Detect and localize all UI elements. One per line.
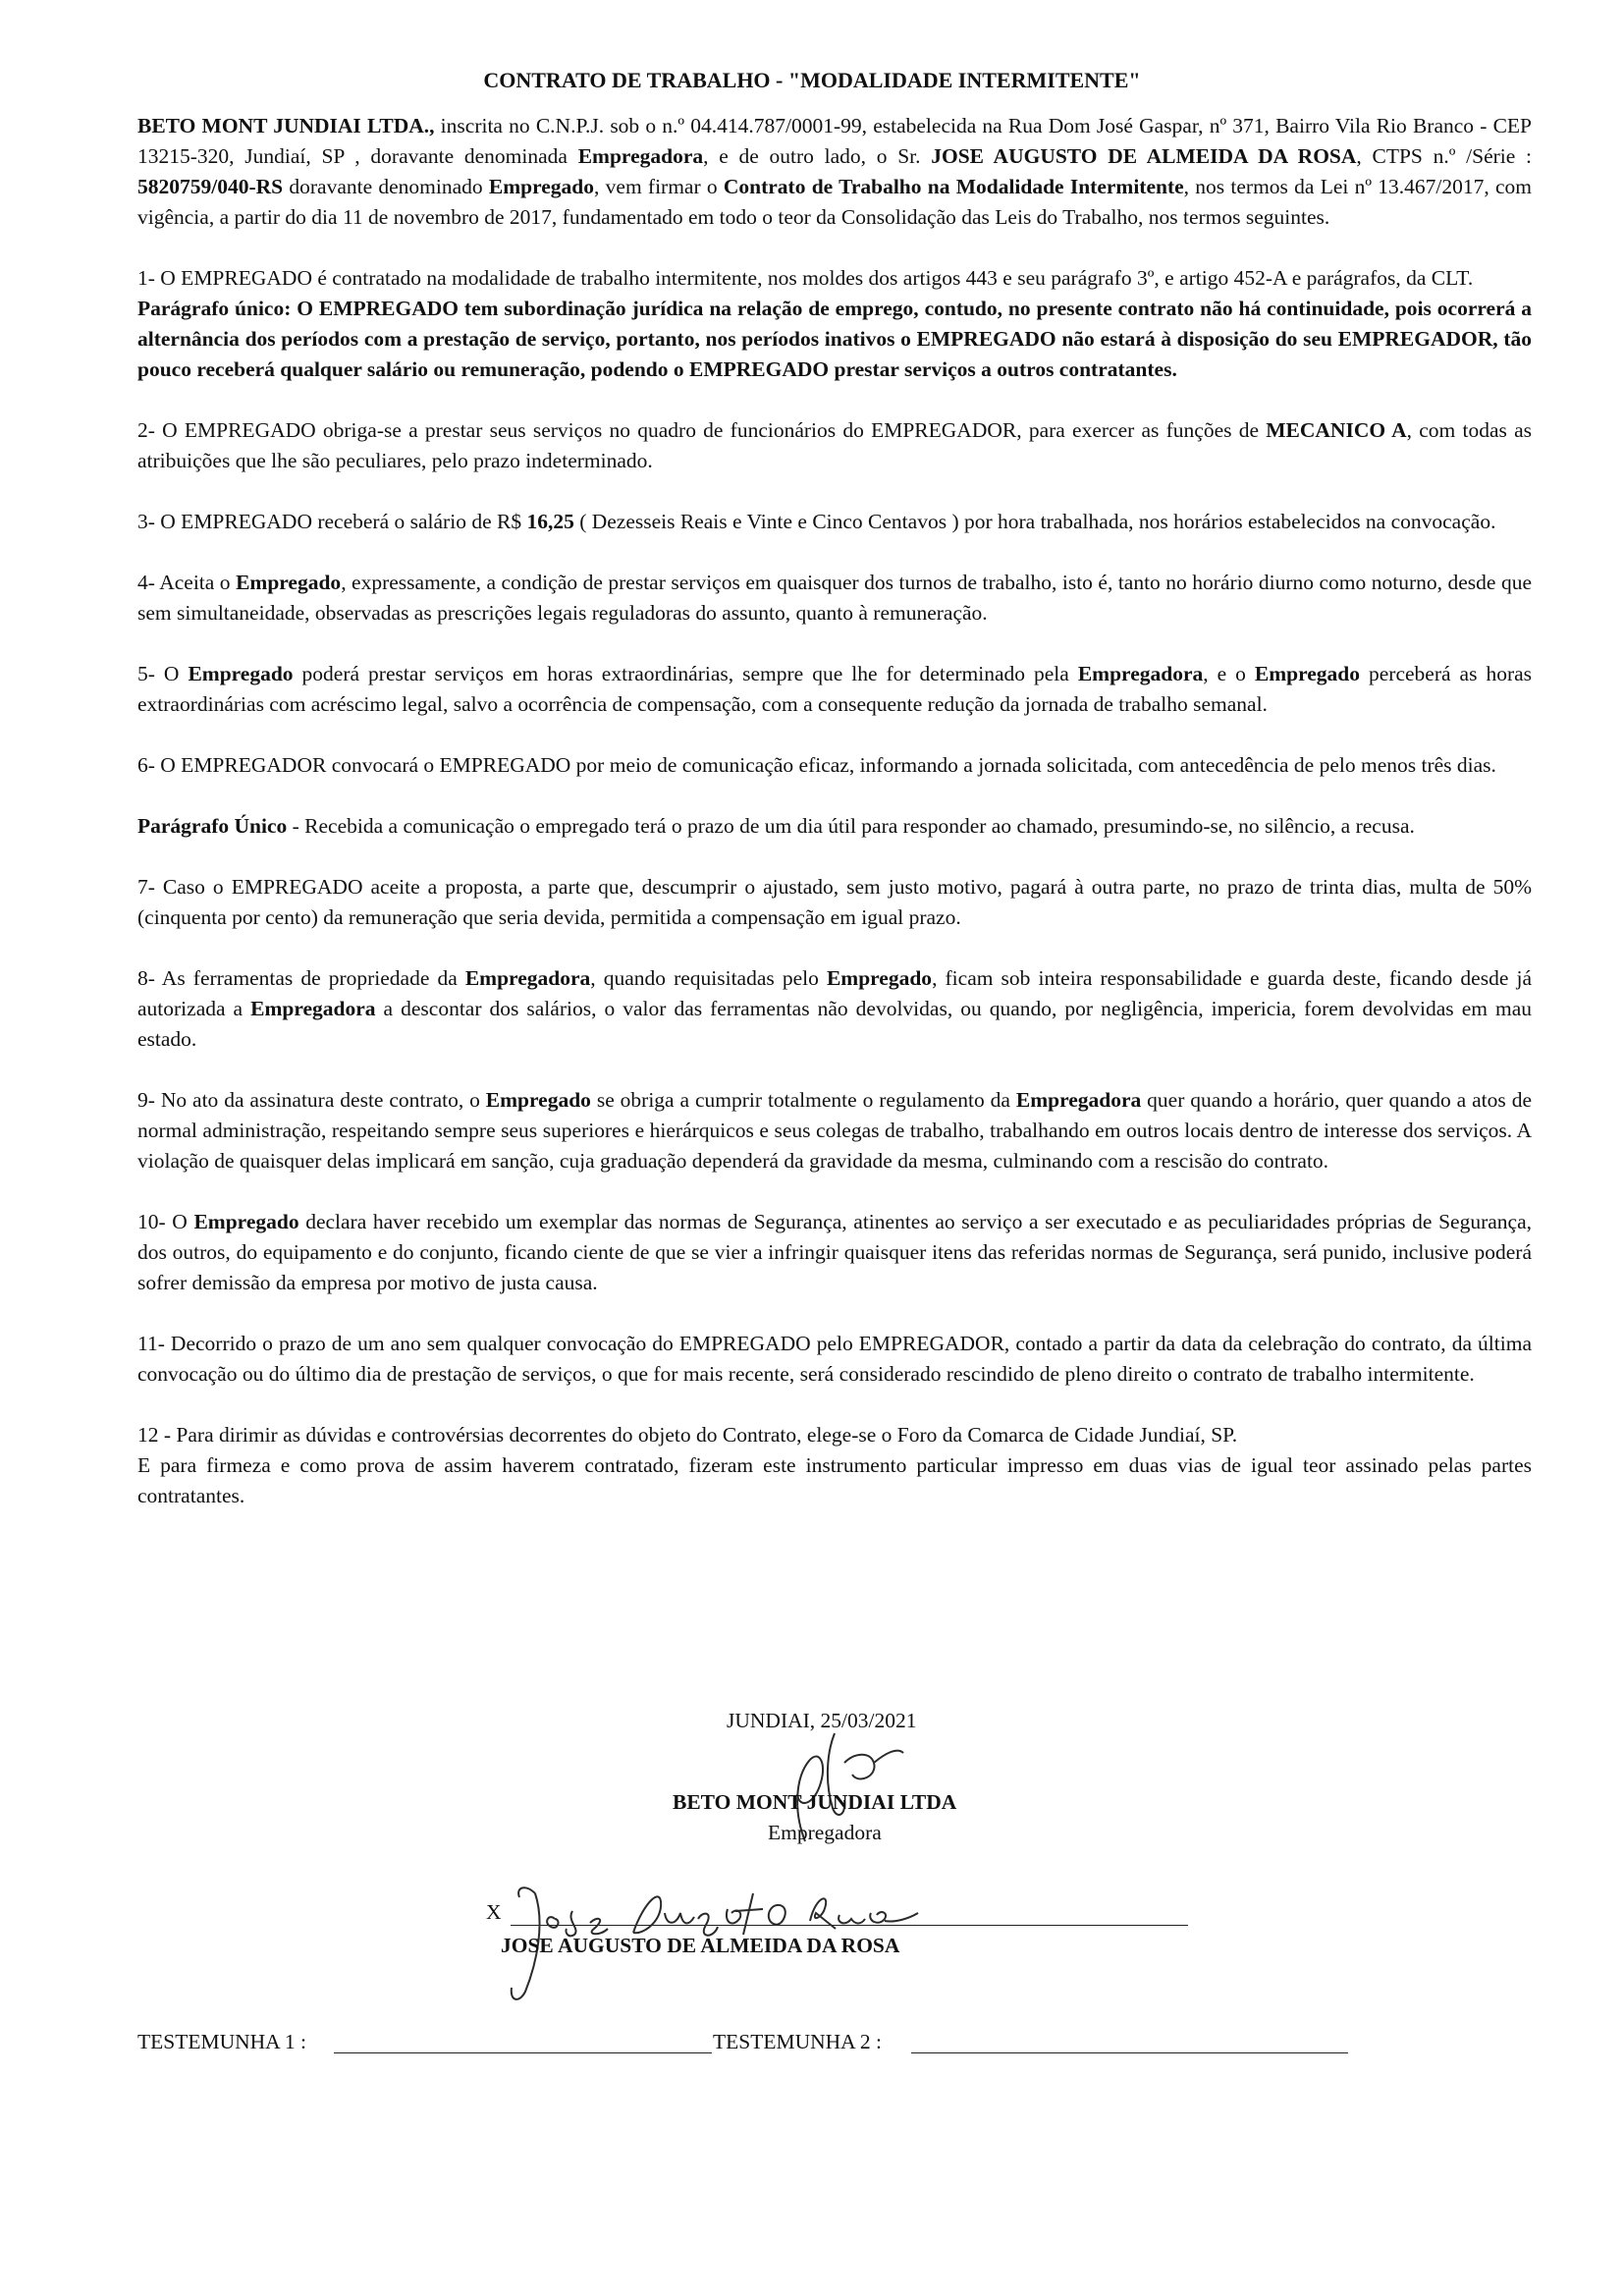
clause-6-paragraph: Parágrafo Único - Recebida a comunicação o empregado terá o prazo de um dia útil para responder ao chamado, presumindo-se, no silêncio, a recusa.: [137, 814, 1415, 838]
employee-name-signature: JOSE AUGUSTO DE ALMEIDA DA ROSA: [501, 1934, 900, 1957]
company-name: BETO MONT JUNDIAI LTDA.,: [137, 114, 435, 137]
clause-11: 11- Decorrido o prazo de um ano sem qualquer convocação do EMPREGADO pelo EMPREGADOR, contado a partir da data da celebração do contrato, da última convocação ou do último dia de prestação de serviços, o que for mais recente, será considerado rescindido de pleno direito o contrato de trabalho intermitente.: [137, 1332, 1532, 1386]
clause-12: 12 - Para dirimir as dúvidas e controvérsias decorrentes do objeto do Contrato, elege-se o Foro da Comarca de Cidade Jundiaí, SP.: [137, 1423, 1238, 1447]
witness-1-line: [334, 2052, 712, 2053]
contract-body: [137, 111, 1532, 1511]
intro-paragraph: BETO MONT JUNDIAI LTDA., inscrita no C.N.P.J. sob o n.º 04.414.787/0001-99, estabelecida na Rua Dom José Gaspar, nº 371, Bairro Vila Rio Branco - CEP 13215-320, Jundiaí, SP , doravante denominada Empregadora, e de outro lado, o Sr. JOSE AUGUSTO DE ALMEIDA DA ROSA, CTPS n.º /Série : 5820759/040-RS doravante denominado Empregado, vem firmar o Contrato de Trabalho na Modalidade Intermitente, nos termos da Lei nº 13.467/2017, com vigência, a partir do dia 11 de novembro de 2017, fundamentado em todo o teor da Consolidação das Leis do Trabalho, nos termos seguintes.: [137, 114, 1532, 229]
employee-signature-line: [511, 1925, 1188, 1926]
clause-2: 2- O EMPREGADO obriga-se a prestar seus serviços no quadro de funcionários do EMPREGADOR, para exercer as funções de MECANICO A, com todas as atribuições que lhe são peculiares, pelo prazo indeterminado.: [137, 418, 1533, 472]
place-date: JUNDIAI, 25/03/2021: [727, 1709, 917, 1732]
contract-type: Contrato de Trabalho na Modalidade Intermitente: [723, 175, 1184, 198]
employee-name: JOSE AUGUSTO DE ALMEIDA DA ROSA: [931, 144, 1357, 168]
employee-signature: [496, 1864, 928, 2011]
clause-3: 3- O EMPREGADO receberá o salário de R$ 16,25 ( Dezesseis Reais e Vinte e Cinco Centavos ) por hora trabalhada, nos horários estabelecidos na convocação.: [137, 510, 1496, 533]
clause-10: 10- O Empregado declara haver recebido um exemplar das normas de Segurança, atinentes ao serviço a ser executado e as peculiaridades próprias de Segurança, dos outros, do equipamento e do conjunto, ficando ciente de que se vier a infringir quaisquer itens das referidas normas de Segurança, será punido, inclusive poderá sofrer demissão da empresa por motivo de justa causa.: [137, 1210, 1533, 1294]
ctps-number: 5820759/040-RS: [137, 175, 284, 198]
witness-2-line: [911, 2052, 1348, 2053]
clause-7: 7- Caso o EMPREGADO aceite a proposta, a parte que, descumprir o ajustado, sem justo motivo, pagará à outra parte, no prazo de trinta dias, multa de 50% (cinquenta por cento) da remuneração que seria devida, permitida a compensação em igual prazo.: [137, 875, 1532, 929]
employer-name: BETO MONT JUNDIAI LTDA: [673, 1790, 957, 1814]
signature-x-mark: X: [486, 1900, 502, 1924]
clause-9: 9- No ato da assinatura deste contrato, o Empregado se obriga a cumprir totalmente o regulamento da Empregadora quer quando a horário, quer quando a atos de normal administração, respeitando sempre seus superiores e hierárquicos e seus colegas de trabalho, trabalhando em outros locais dentro de interesse dos serviços. A violação de quaisquer delas implicará em sanção, cuja graduação dependerá da gravidade da mesma, culminando com a rescisão do contrato.: [137, 1088, 1532, 1173]
clause-8: 8- As ferramentas de propriedade da Empregadora, quando requisitadas pelo Empregado, ficam sob inteira responsabilidade e guarda deste, ficando desde já autorizada a Empregadora a descontar dos salários, o valor das ferramentas não devolvidas, ou quando, por negligência, impericia, forem devolvidas em mau estado.: [137, 966, 1532, 1051]
document-title: CONTRATO DE TRABALHO - "MODALIDADE INTERMITENTE": [483, 68, 1141, 92]
witness-1-label: TESTEMUNHA 1 :: [137, 2030, 306, 2053]
clause-4: 4- Aceita o Empregado, expressamente, a condição de prestar serviços em quaisquer dos turnos de trabalho, isto é, tanto no horário diurno como noturno, desde que sem simultaneidade, observadas as prescrições legais reguladoras do assunto, quanto à remuneração.: [137, 571, 1532, 625]
clause-1: 1- O EMPREGADO é contratado na modalidade de trabalho intermitente, nos moldes dos artigos 443 e seu parágrafo 3º, e artigo 452-A e parágrafos, da CLT.: [137, 266, 1474, 290]
witness-2-label: TESTEMUNHA 2 :: [713, 2030, 882, 2053]
clause-6: 6- O EMPREGADOR convocará o EMPREGADO por meio de comunicação eficaz, informando a jornada solicitada, com antecedência de pelo menos três dias.: [137, 753, 1496, 777]
clause-5: 5- O Empregado poderá prestar serviços em horas extraordinárias, sempre que lhe for determinado pela Empregadora, e o Empregado perceberá as horas extraordinárias com acréscimo legal, salvo a ocorrência de compensação, com a consequente redução da jornada de trabalho semanal.: [137, 662, 1533, 716]
employer-role: Empregadora: [768, 1821, 882, 1844]
clause-1-paragraph: Parágrafo único: O EMPREGADO tem subordinação jurídica na relação de emprego, contudo, no presente contrato não há continuidade, pois ocorrerá a alternância dos períodos com a prestação de serviço, portanto, nos períodos inativos o EMPREGADO não estará à disposição do seu EMPREGADOR, tão pouco receberá qualquer salário ou remuneração, podendo o EMPREGADO prestar serviços a outros contratantes.: [137, 297, 1533, 381]
closing-statement: E para firmeza e como prova de assim haverem contratado, fizeram este instrumento particular impresso em duas vias de igual teor assinado pelas partes contratantes.: [137, 1453, 1532, 1507]
hourly-salary: 16,25: [526, 510, 574, 533]
job-role: MECANICO A: [1266, 418, 1407, 442]
employer-signature: [776, 1723, 933, 1851]
